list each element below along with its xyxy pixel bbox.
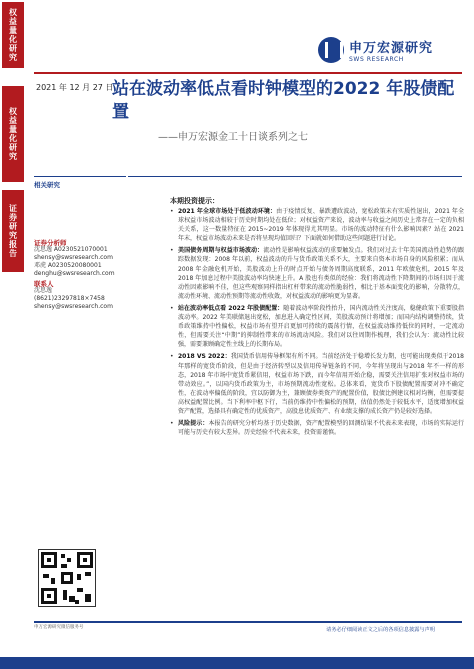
summary-paragraph [170, 207, 464, 243]
paragraph-body: 随着波动率阶段性抬升，国内流动性关注度高，稳健政策下重要股指波动率。2022 年美联储退出宽松，加息进入确定性区间，美股波动预计将增加；而国内结构调整持续，货币政策维持中性偏松，权益市场有望开启更加可持续的震荡行情，在权益波动维持低位的同时，一定流动性，但需要关注“中期”的抑制性带来的市场流动风险。我们对以往周期作梳理，我们会认为：流动性比较强，需要兼顾确定性主线上的长期布局。 [178, 304, 464, 349]
paragraph-lead: 2018 VS 2022： [178, 353, 231, 361]
analyst-header: 证券分析师 [34, 239, 67, 247]
contact-line: 沈思逸 [34, 287, 53, 294]
analyst-line: 邓虎 A0230520080001 [34, 262, 102, 269]
sidebar-tag-quant-2: 权益量化研究 [2, 86, 24, 182]
summary-content [170, 207, 464, 440]
analyst-line[interactable]: shensy@swsresearch.com [34, 254, 113, 261]
qr-code-icon [39, 550, 95, 606]
brand-logo [318, 36, 458, 64]
bullet-icon: • [170, 247, 174, 255]
section-divider-right [128, 176, 462, 177]
paragraph-lead: 2021 年全球市场处于低波动环境： [178, 208, 277, 215]
bullet-icon: • [170, 420, 174, 428]
summary-paragraph [170, 419, 464, 437]
paragraph-body: 由于疫情反复、暴跌遭政波动，宽松政策未有实质性退出，2021 年全球权益市场波动相较于历史时期均处在低位；对权益资产来说，波动率与收益之间历史上常存在一定的负相关关系，这一数量特征在 2015~2019 年体现得尤其明显。市场的波动特征有什么影响因素？站在 2021 年末，权益市场波动未来是否将呈现均值回归？下面就如何借助这些问题进行讨论。 [178, 208, 464, 243]
related-research-label: 相关研究 [34, 181, 60, 189]
summary-paragraph [170, 352, 464, 416]
paragraph-lead: 风险提示： [178, 420, 209, 428]
brand-logo-icon [318, 37, 344, 63]
sidebar [0, 0, 26, 669]
analyst-line: 沈思逸 A0230521070001 [34, 246, 108, 253]
section-divider-left [34, 176, 126, 177]
report-subtitle: ——申万宏源金工十日谈系列之七 [158, 132, 308, 143]
bullet-icon: • [170, 353, 174, 361]
paragraph-lead: 站在波动率低点看 2022 年股债配置： [178, 304, 284, 312]
footer-bar [0, 657, 474, 669]
brand-name-en: SWS RESEARCH [349, 56, 404, 63]
paragraph-body: 流动性是影响权益波动的重要触发点。我们对过去十年美国流动性趋势的跟踪数据发现：2008 年以前，权益波动的升与货币政策关系不大，主要来自资本市场自身的风险积累；而从 2008 年金融危机开始，美股波动上升的时点开始与债务周期高度联系，2011 年欧债危机，2015 年及 2018 年加息过程中美股波动率均快速上升。A 股也有类似的经验：我们将流动性下降期间的市场归因于流动性因素影响不佳，但这些观察同样指出杠杆带来的流动性脆弱性，相比于基本面变化的影响，分散特点，流动性环境、流动性预期等流动性收敛，对权益波动的影响更为显著。 [178, 247, 464, 300]
summary-paragraph [170, 304, 464, 349]
header-divider [34, 72, 462, 74]
disclaimer-note: 请务必仔细阅读正文之后的各项信息披露与声明 [326, 627, 435, 633]
paragraph-lead: 美国债务周期与权益市场波动： [178, 247, 264, 255]
report-date: 2021 年 12 月 27 日 [36, 83, 114, 92]
contact-line[interactable]: shensy@swsresearch.com [34, 303, 113, 310]
sidebar-tag-report: 证券研究报告 [2, 190, 24, 272]
footer-divider [34, 621, 462, 623]
brand-name-cn: 申万宏源研究 [349, 41, 434, 56]
contact-line: (8621)23297818×7458 [34, 295, 105, 302]
bullet-icon: • [170, 304, 174, 312]
qr-caption: 申万宏源研究微信服务号 [34, 625, 84, 630]
paragraph-body: 我国货币信用传导框架有所不同。当前经济处于稳增长发力期，也可能出现类似于2018 年那样的宽货币阶段，但是由于经济转型以及信用传导链条的不同，今年将呈现出与2018 年不一样的形态，2018 年市场中宽货币紧信用，权益市场下跌，而今年信用开始企稳，需要关注信用扩张对权益市场的带动效应。”，以国内货币政策为主，市场预期流动性宽松。总体来看，宽货币下股债配置需要对冲不确定性，在波动率偏低的阶段，宜以防御为主，兼顾债券类资产的配置价值，股债比例建议相对均衡，但需要提高权益配置比例。当下利率中枢下行，当前仍维持中性偏松的预期，估值仍然处于较低水平，适度增加权益资产配置，选择具有确定性的优质资产，高股息优质资产、有业绩支撑的成长资产仍是较好选择。 [178, 353, 464, 415]
contact-header: 联系人 [34, 280, 54, 288]
summary-header: 本期投资提示： [170, 197, 219, 205]
qr-code [38, 549, 96, 607]
sidebar-tag-quant: 权益量化研究 [2, 2, 24, 68]
report-title: 站在波动率低点看时钟模型的2022 年股债配置 [112, 79, 455, 122]
summary-paragraph [170, 246, 464, 301]
bullet-icon: • [170, 208, 174, 215]
analyst-line[interactable]: denghu@swsresearch.com [34, 270, 115, 277]
paragraph-body: 本报告的研究分析均基于历史数据，资产配置模型的回测结果不代表未来表现，市场的实际运行可能与历史有较大差异。历史经验不代表未来，投资需谨慎。 [178, 420, 464, 437]
